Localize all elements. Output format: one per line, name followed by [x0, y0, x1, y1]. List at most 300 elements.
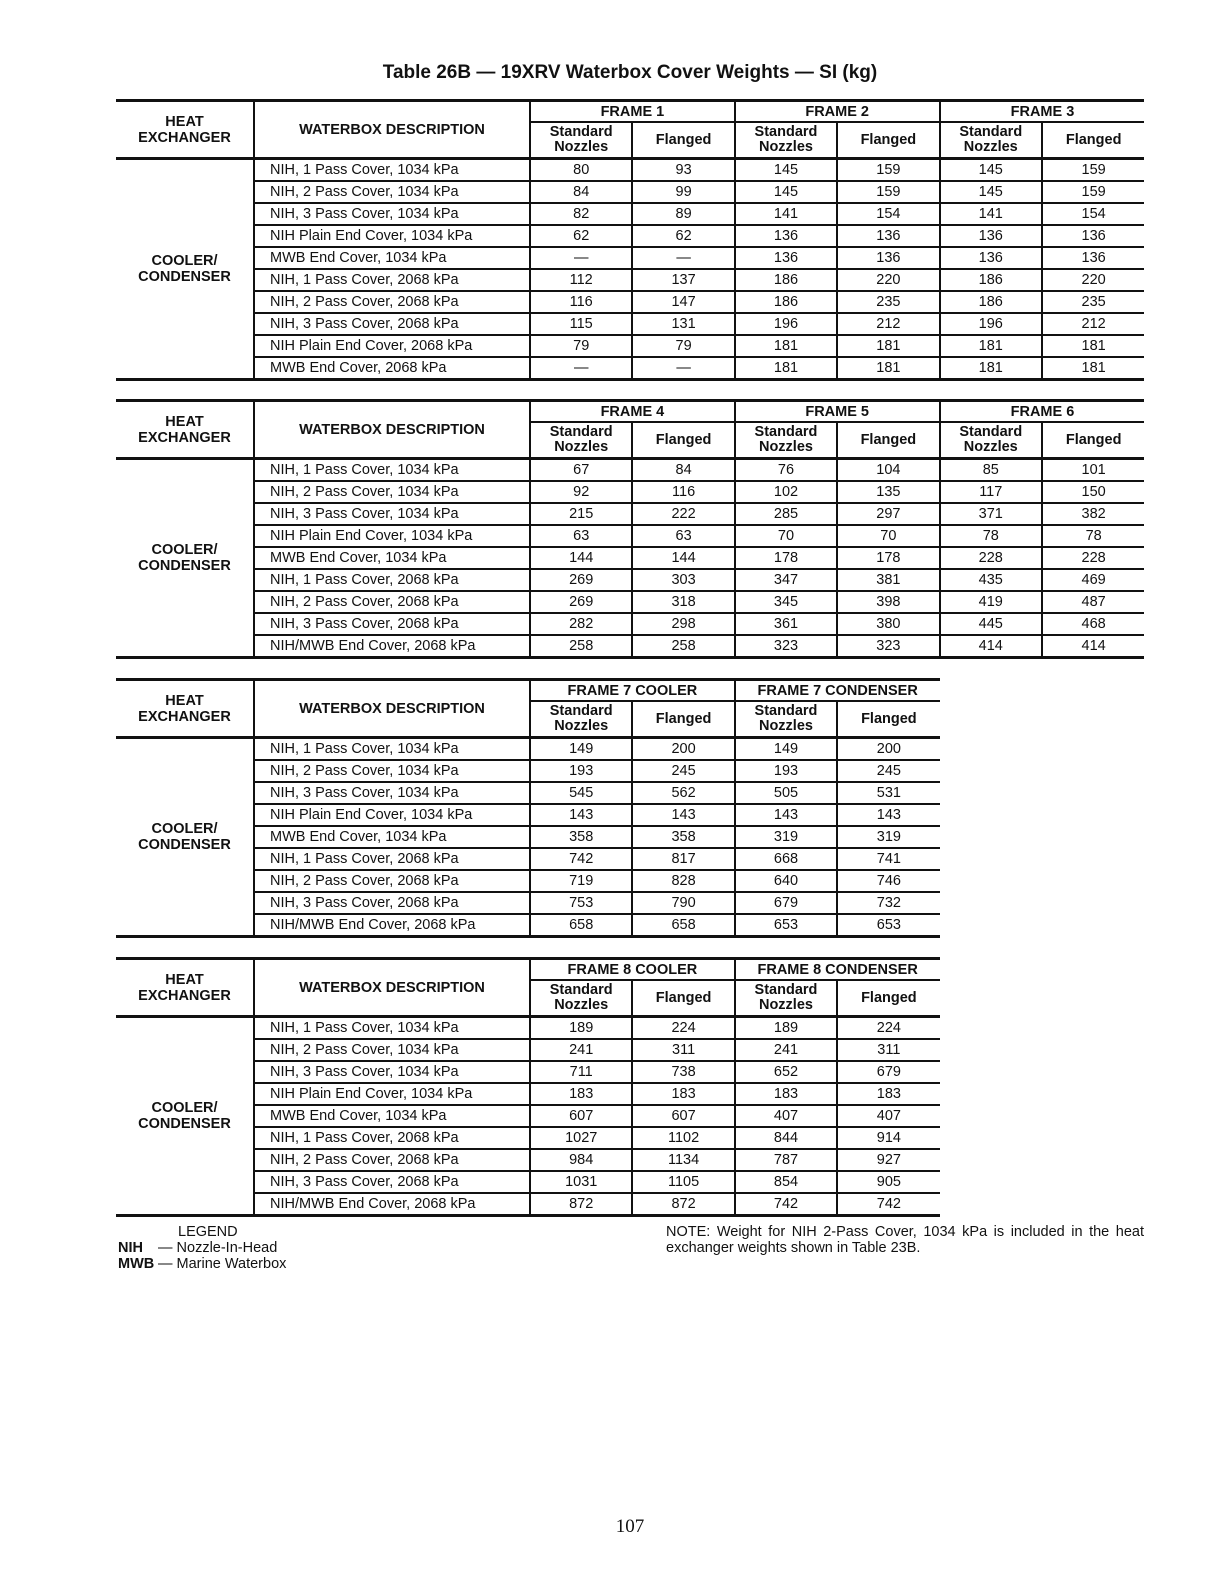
weight-value: 143	[530, 804, 632, 826]
waterbox-description: NIH Plain End Cover, 1034 kPa	[254, 804, 530, 826]
legend-item	[118, 1240, 286, 1256]
waterbox-description: NIH, 1 Pass Cover, 2068 kPa	[254, 848, 530, 870]
weight-value: 67	[530, 459, 632, 482]
weight-value: 319	[735, 826, 837, 848]
weight-value: 115	[530, 313, 632, 335]
waterbox-description: NIH, 2 Pass Cover, 2068 kPa	[254, 291, 530, 313]
waterbox-description: NIH, 3 Pass Cover, 2068 kPa	[254, 892, 530, 914]
weight-value: 241	[735, 1039, 837, 1061]
weight-value: 63	[530, 525, 632, 547]
heat-exchanger-cell: COOLER/ CONDENSER	[116, 459, 254, 658]
heat-exchanger-header: HEAT EXCHANGER	[116, 680, 254, 738]
waterbox-description: NIH Plain End Cover, 1034 kPa	[254, 225, 530, 247]
weight-value: 445	[940, 613, 1042, 635]
flanged-header: Flanged	[1042, 122, 1144, 159]
weight-value: 200	[632, 738, 734, 761]
weight-value: 358	[632, 826, 734, 848]
weight-value: 753	[530, 892, 632, 914]
weight-value: 116	[530, 291, 632, 313]
table-row	[116, 225, 1144, 247]
table-row	[116, 635, 1144, 658]
header-row	[116, 401, 1144, 423]
weight-value: 235	[1042, 291, 1144, 313]
weight-value: 414	[1042, 635, 1144, 658]
weight-value: —	[632, 247, 734, 269]
weight-value: 746	[837, 870, 939, 892]
weight-value: 419	[940, 591, 1042, 613]
weight-value: 149	[530, 738, 632, 761]
weight-value: 653	[735, 914, 837, 937]
weight-value: 361	[735, 613, 837, 635]
frame-group-header: FRAME 5	[735, 401, 940, 423]
waterbox-description: NIH, 1 Pass Cover, 1034 kPa	[254, 459, 530, 482]
weight-value: 487	[1042, 591, 1144, 613]
flanged-header: Flanged	[837, 422, 939, 459]
waterbox-description: NIH, 3 Pass Cover, 1034 kPa	[254, 203, 530, 225]
weights-table	[116, 678, 940, 938]
weight-value: 145	[940, 159, 1042, 182]
weight-value: 112	[530, 269, 632, 291]
weight-value: 159	[837, 181, 939, 203]
standard-nozzles-header: Standard Nozzles	[735, 701, 837, 738]
standard-nozzles-header: Standard Nozzles	[735, 980, 837, 1017]
table-row	[116, 525, 1144, 547]
table-row	[116, 569, 1144, 591]
weight-value: 668	[735, 848, 837, 870]
weight-value: 1134	[632, 1149, 734, 1171]
weight-value: 1105	[632, 1171, 734, 1193]
weight-value: 235	[837, 291, 939, 313]
waterbox-description: NIH, 1 Pass Cover, 2068 kPa	[254, 269, 530, 291]
table-row	[116, 613, 1144, 635]
weight-value: 711	[530, 1061, 632, 1083]
weight-value: 398	[837, 591, 939, 613]
standard-nozzles-header: Standard Nozzles	[940, 422, 1042, 459]
weight-value: 468	[1042, 613, 1144, 635]
waterbox-description-header: WATERBOX DESCRIPTION	[254, 101, 530, 159]
waterbox-description: NIH, 3 Pass Cover, 2068 kPa	[254, 613, 530, 635]
standard-nozzles-header: Standard Nozzles	[530, 701, 632, 738]
weight-value: 435	[940, 569, 1042, 591]
weight-value: 183	[530, 1083, 632, 1105]
waterbox-description: NIH/MWB End Cover, 2068 kPa	[254, 914, 530, 937]
waterbox-description: NIH Plain End Cover, 1034 kPa	[254, 525, 530, 547]
legend-item	[118, 1256, 286, 1272]
weight-value: 99	[632, 181, 734, 203]
weight-value: 186	[940, 291, 1042, 313]
weight-value: 178	[735, 547, 837, 569]
weight-value: 136	[735, 225, 837, 247]
weight-value: 245	[837, 760, 939, 782]
weight-value: 189	[530, 1017, 632, 1040]
weight-value: 196	[735, 313, 837, 335]
legend	[118, 1224, 286, 1272]
weight-value: 562	[632, 782, 734, 804]
waterbox-description-header: WATERBOX DESCRIPTION	[254, 401, 530, 459]
waterbox-description: NIH, 2 Pass Cover, 1034 kPa	[254, 181, 530, 203]
weight-value: 742	[735, 1193, 837, 1216]
legend-title: LEGEND	[178, 1224, 238, 1240]
weight-value: 258	[632, 635, 734, 658]
frame-group-header: FRAME 1	[530, 101, 735, 123]
weight-value: 742	[530, 848, 632, 870]
waterbox-description: NIH, 3 Pass Cover, 2068 kPa	[254, 313, 530, 335]
weight-value: 136	[940, 225, 1042, 247]
weight-value: 141	[940, 203, 1042, 225]
weight-value: 222	[632, 503, 734, 525]
weight-value: 145	[940, 181, 1042, 203]
weight-value: 220	[837, 269, 939, 291]
weight-value: 154	[1042, 203, 1144, 225]
weight-value: 817	[632, 848, 734, 870]
waterbox-description: NIH, 3 Pass Cover, 2068 kPa	[254, 1171, 530, 1193]
waterbox-description: NIH, 2 Pass Cover, 1034 kPa	[254, 760, 530, 782]
weight-value: 136	[837, 247, 939, 269]
weight-value: 269	[530, 569, 632, 591]
table-row	[116, 503, 1144, 525]
weight-value: 640	[735, 870, 837, 892]
weight-value: 101	[1042, 459, 1144, 482]
waterbox-description: NIH, 1 Pass Cover, 1034 kPa	[254, 159, 530, 182]
table-row	[116, 291, 1144, 313]
weight-value: 228	[940, 547, 1042, 569]
table-row	[116, 357, 1144, 380]
weight-value: 407	[837, 1105, 939, 1127]
waterbox-description: NIH/MWB End Cover, 2068 kPa	[254, 1193, 530, 1216]
frame-group-header: FRAME 4	[530, 401, 735, 423]
weight-value: 1027	[530, 1127, 632, 1149]
weight-value: 311	[632, 1039, 734, 1061]
weight-value: 181	[837, 357, 939, 380]
weight-value: 545	[530, 782, 632, 804]
weight-value: 116	[632, 481, 734, 503]
weight-value: 212	[1042, 313, 1144, 335]
weight-value: 183	[837, 1083, 939, 1105]
weight-value: 790	[632, 892, 734, 914]
weight-value: 224	[632, 1017, 734, 1040]
standard-nozzles-header: Standard Nozzles	[940, 122, 1042, 159]
waterbox-description: MWB End Cover, 2068 kPa	[254, 357, 530, 380]
weight-value: 186	[735, 269, 837, 291]
weight-value: 1031	[530, 1171, 632, 1193]
weight-value: 189	[735, 1017, 837, 1040]
weight-value: 181	[735, 357, 837, 380]
weight-value: 345	[735, 591, 837, 613]
waterbox-description: NIH, 3 Pass Cover, 1034 kPa	[254, 503, 530, 525]
weight-value: 318	[632, 591, 734, 613]
waterbox-description: MWB End Cover, 1034 kPa	[254, 247, 530, 269]
waterbox-description: NIH, 2 Pass Cover, 1034 kPa	[254, 1039, 530, 1061]
flanged-header: Flanged	[1042, 422, 1144, 459]
table-row	[116, 1017, 940, 1040]
weight-value: 358	[530, 826, 632, 848]
weight-value: 311	[837, 1039, 939, 1061]
weight-value: —	[530, 357, 632, 380]
weight-value: 136	[735, 247, 837, 269]
header-row	[116, 680, 940, 702]
weight-value: 653	[837, 914, 939, 937]
frame-group-header: FRAME 8 COOLER	[530, 959, 735, 981]
weights-table	[116, 957, 940, 1217]
weight-value: 143	[632, 804, 734, 826]
weight-value: —	[632, 357, 734, 380]
weight-value: 380	[837, 613, 939, 635]
waterbox-description: NIH Plain End Cover, 2068 kPa	[254, 335, 530, 357]
legend-abbr: MWB	[118, 1256, 155, 1272]
table-row	[116, 247, 1144, 269]
weight-value: 844	[735, 1127, 837, 1149]
weight-value: 269	[530, 591, 632, 613]
weight-value: 607	[632, 1105, 734, 1127]
weight-value: 143	[837, 804, 939, 826]
heat-exchanger-cell: COOLER/ CONDENSER	[116, 1017, 254, 1216]
table-row	[116, 547, 1144, 569]
heat-exchanger-cell: COOLER/ CONDENSER	[116, 159, 254, 380]
waterbox-description: MWB End Cover, 1034 kPa	[254, 547, 530, 569]
weight-value: 181	[735, 335, 837, 357]
weight-value: 245	[632, 760, 734, 782]
table-row	[116, 313, 1144, 335]
table-row	[116, 269, 1144, 291]
table-row	[116, 738, 940, 761]
weight-value: 323	[837, 635, 939, 658]
weight-value: 141	[735, 203, 837, 225]
weight-value: 285	[735, 503, 837, 525]
weight-value: 241	[530, 1039, 632, 1061]
weight-value: 196	[940, 313, 1042, 335]
weight-value: 62	[632, 225, 734, 247]
flanged-header: Flanged	[632, 980, 734, 1017]
weight-value: 70	[735, 525, 837, 547]
weight-value: 79	[632, 335, 734, 357]
weight-value: 149	[735, 738, 837, 761]
flanged-header: Flanged	[632, 701, 734, 738]
weight-value: 927	[837, 1149, 939, 1171]
weight-value: 193	[735, 760, 837, 782]
weight-value: 136	[837, 225, 939, 247]
weight-value: 89	[632, 203, 734, 225]
weight-value: 212	[837, 313, 939, 335]
waterbox-description: NIH Plain End Cover, 1034 kPa	[254, 1083, 530, 1105]
weight-value: 298	[632, 613, 734, 635]
weight-value: 297	[837, 503, 939, 525]
weight-value: 186	[940, 269, 1042, 291]
weight-value: 323	[735, 635, 837, 658]
legend-text: — Nozzle-In-Head	[158, 1240, 278, 1256]
flanged-header: Flanged	[632, 122, 734, 159]
weight-value: 319	[837, 826, 939, 848]
flanged-header: Flanged	[632, 422, 734, 459]
weight-value: 738	[632, 1061, 734, 1083]
table-row	[116, 459, 1144, 482]
weight-value: 102	[735, 481, 837, 503]
waterbox-description: NIH, 1 Pass Cover, 2068 kPa	[254, 569, 530, 591]
table-row	[116, 203, 1144, 225]
weight-value: 76	[735, 459, 837, 482]
waterbox-description-header: WATERBOX DESCRIPTION	[254, 680, 530, 738]
frame-group-header: FRAME 7 CONDENSER	[735, 680, 940, 702]
weight-value: 144	[632, 547, 734, 569]
weight-value: 84	[530, 181, 632, 203]
weight-value: 137	[632, 269, 734, 291]
weight-value: 183	[735, 1083, 837, 1105]
page-number: 107	[615, 1516, 645, 1537]
weight-value: 117	[940, 481, 1042, 503]
weight-value: 82	[530, 203, 632, 225]
weight-value: 872	[530, 1193, 632, 1216]
weight-value: 136	[940, 247, 1042, 269]
weight-value: 62	[530, 225, 632, 247]
weight-value: 63	[632, 525, 734, 547]
weight-value: 186	[735, 291, 837, 313]
weight-value: 85	[940, 459, 1042, 482]
weight-value: 220	[1042, 269, 1144, 291]
weight-value: 1102	[632, 1127, 734, 1149]
weight-value: 136	[1042, 247, 1144, 269]
frame-group-header: FRAME 6	[940, 401, 1145, 423]
weight-value: 872	[632, 1193, 734, 1216]
weight-value: 79	[530, 335, 632, 357]
weight-value: 159	[837, 159, 939, 182]
weight-value: 150	[1042, 481, 1144, 503]
weight-value: 104	[837, 459, 939, 482]
waterbox-description: NIH, 2 Pass Cover, 1034 kPa	[254, 481, 530, 503]
weight-value: 224	[837, 1017, 939, 1040]
weight-value: 258	[530, 635, 632, 658]
weight-value: 78	[940, 525, 1042, 547]
weight-value: 131	[632, 313, 734, 335]
weight-value: 679	[735, 892, 837, 914]
weight-value: 984	[530, 1149, 632, 1171]
legend-abbr: NIH	[118, 1240, 143, 1256]
weight-value: 742	[837, 1193, 939, 1216]
heat-exchanger-header: HEAT EXCHANGER	[116, 959, 254, 1017]
flanged-header: Flanged	[837, 701, 939, 738]
waterbox-description: NIH, 3 Pass Cover, 1034 kPa	[254, 1061, 530, 1083]
weight-value: 607	[530, 1105, 632, 1127]
frame-group-header: FRAME 3	[940, 101, 1145, 123]
weight-value: 414	[940, 635, 1042, 658]
standard-nozzles-header: Standard Nozzles	[530, 980, 632, 1017]
weight-value: 303	[632, 569, 734, 591]
weight-value: 787	[735, 1149, 837, 1171]
weight-value: 719	[530, 870, 632, 892]
standard-nozzles-header: Standard Nozzles	[735, 122, 837, 159]
weight-value: 854	[735, 1171, 837, 1193]
weight-value: 80	[530, 159, 632, 182]
standard-nozzles-header: Standard Nozzles	[530, 122, 632, 159]
waterbox-description: NIH, 3 Pass Cover, 1034 kPa	[254, 782, 530, 804]
standard-nozzles-header: Standard Nozzles	[530, 422, 632, 459]
weight-value: 531	[837, 782, 939, 804]
weight-value: 652	[735, 1061, 837, 1083]
weight-value: 505	[735, 782, 837, 804]
weight-value: 145	[735, 181, 837, 203]
flanged-header: Flanged	[837, 980, 939, 1017]
note: NOTE: Weight for NIH 2-Pass Cover, 1034 kPa is included in the heat exchanger weights shown in Table 23B.	[666, 1224, 1144, 1256]
weight-value: 181	[940, 335, 1042, 357]
weight-value: 144	[530, 547, 632, 569]
page-title: Table 26B — 19XRV Waterbox Cover Weights — SI (kg)	[382, 62, 878, 83]
heat-exchanger-header: HEAT EXCHANGER	[116, 401, 254, 459]
weight-value: 469	[1042, 569, 1144, 591]
table-row	[116, 481, 1144, 503]
weight-value: 215	[530, 503, 632, 525]
weight-value: 70	[837, 525, 939, 547]
weight-value: 407	[735, 1105, 837, 1127]
waterbox-description: NIH, 2 Pass Cover, 2068 kPa	[254, 591, 530, 613]
standard-nozzles-header: Standard Nozzles	[735, 422, 837, 459]
weight-value: 381	[837, 569, 939, 591]
weight-value: 679	[837, 1061, 939, 1083]
weight-value: 92	[530, 481, 632, 503]
weights-table	[116, 99, 1144, 381]
weight-value: 200	[837, 738, 939, 761]
weight-value: 658	[632, 914, 734, 937]
frame-group-header: FRAME 7 COOLER	[530, 680, 735, 702]
flanged-header: Flanged	[837, 122, 939, 159]
weight-value: 658	[530, 914, 632, 937]
waterbox-description: NIH/MWB End Cover, 2068 kPa	[254, 635, 530, 658]
weight-value: 732	[837, 892, 939, 914]
weight-value: 193	[530, 760, 632, 782]
weight-value: 371	[940, 503, 1042, 525]
weight-value: 93	[632, 159, 734, 182]
weight-value: 159	[1042, 181, 1144, 203]
waterbox-description: NIH, 2 Pass Cover, 2068 kPa	[254, 870, 530, 892]
weight-value: 828	[632, 870, 734, 892]
weight-value: 84	[632, 459, 734, 482]
frame-group-header: FRAME 2	[735, 101, 940, 123]
weight-value: 78	[1042, 525, 1144, 547]
waterbox-description: MWB End Cover, 1034 kPa	[254, 1105, 530, 1127]
weight-value: 181	[1042, 357, 1144, 380]
table-row	[116, 335, 1144, 357]
waterbox-description: NIH, 1 Pass Cover, 1034 kPa	[254, 738, 530, 761]
table-row	[116, 159, 1144, 182]
weight-value: 136	[1042, 225, 1144, 247]
waterbox-description: NIH, 1 Pass Cover, 2068 kPa	[254, 1127, 530, 1149]
header-row	[116, 101, 1144, 123]
table-row	[116, 181, 1144, 203]
weight-value: 135	[837, 481, 939, 503]
weight-value: 914	[837, 1127, 939, 1149]
weight-value: 154	[837, 203, 939, 225]
weight-value: 159	[1042, 159, 1144, 182]
weight-value: 905	[837, 1171, 939, 1193]
weight-value: 181	[940, 357, 1042, 380]
weight-value: 382	[1042, 503, 1144, 525]
heat-exchanger-cell: COOLER/ CONDENSER	[116, 738, 254, 937]
waterbox-description: MWB End Cover, 1034 kPa	[254, 826, 530, 848]
weight-value: —	[530, 247, 632, 269]
waterbox-description: NIH, 2 Pass Cover, 2068 kPa	[254, 1149, 530, 1171]
weight-value: 181	[1042, 335, 1144, 357]
table-row	[116, 591, 1144, 613]
header-row	[116, 959, 940, 981]
waterbox-description-header: WATERBOX DESCRIPTION	[254, 959, 530, 1017]
weight-value: 181	[837, 335, 939, 357]
heat-exchanger-header: HEAT EXCHANGER	[116, 101, 254, 159]
waterbox-description: NIH, 1 Pass Cover, 1034 kPa	[254, 1017, 530, 1040]
frame-group-header: FRAME 8 CONDENSER	[735, 959, 940, 981]
weight-value: 347	[735, 569, 837, 591]
weight-value: 741	[837, 848, 939, 870]
weight-value: 178	[837, 547, 939, 569]
weight-value: 143	[735, 804, 837, 826]
legend-text: — Marine Waterbox	[158, 1256, 287, 1272]
weight-value: 147	[632, 291, 734, 313]
